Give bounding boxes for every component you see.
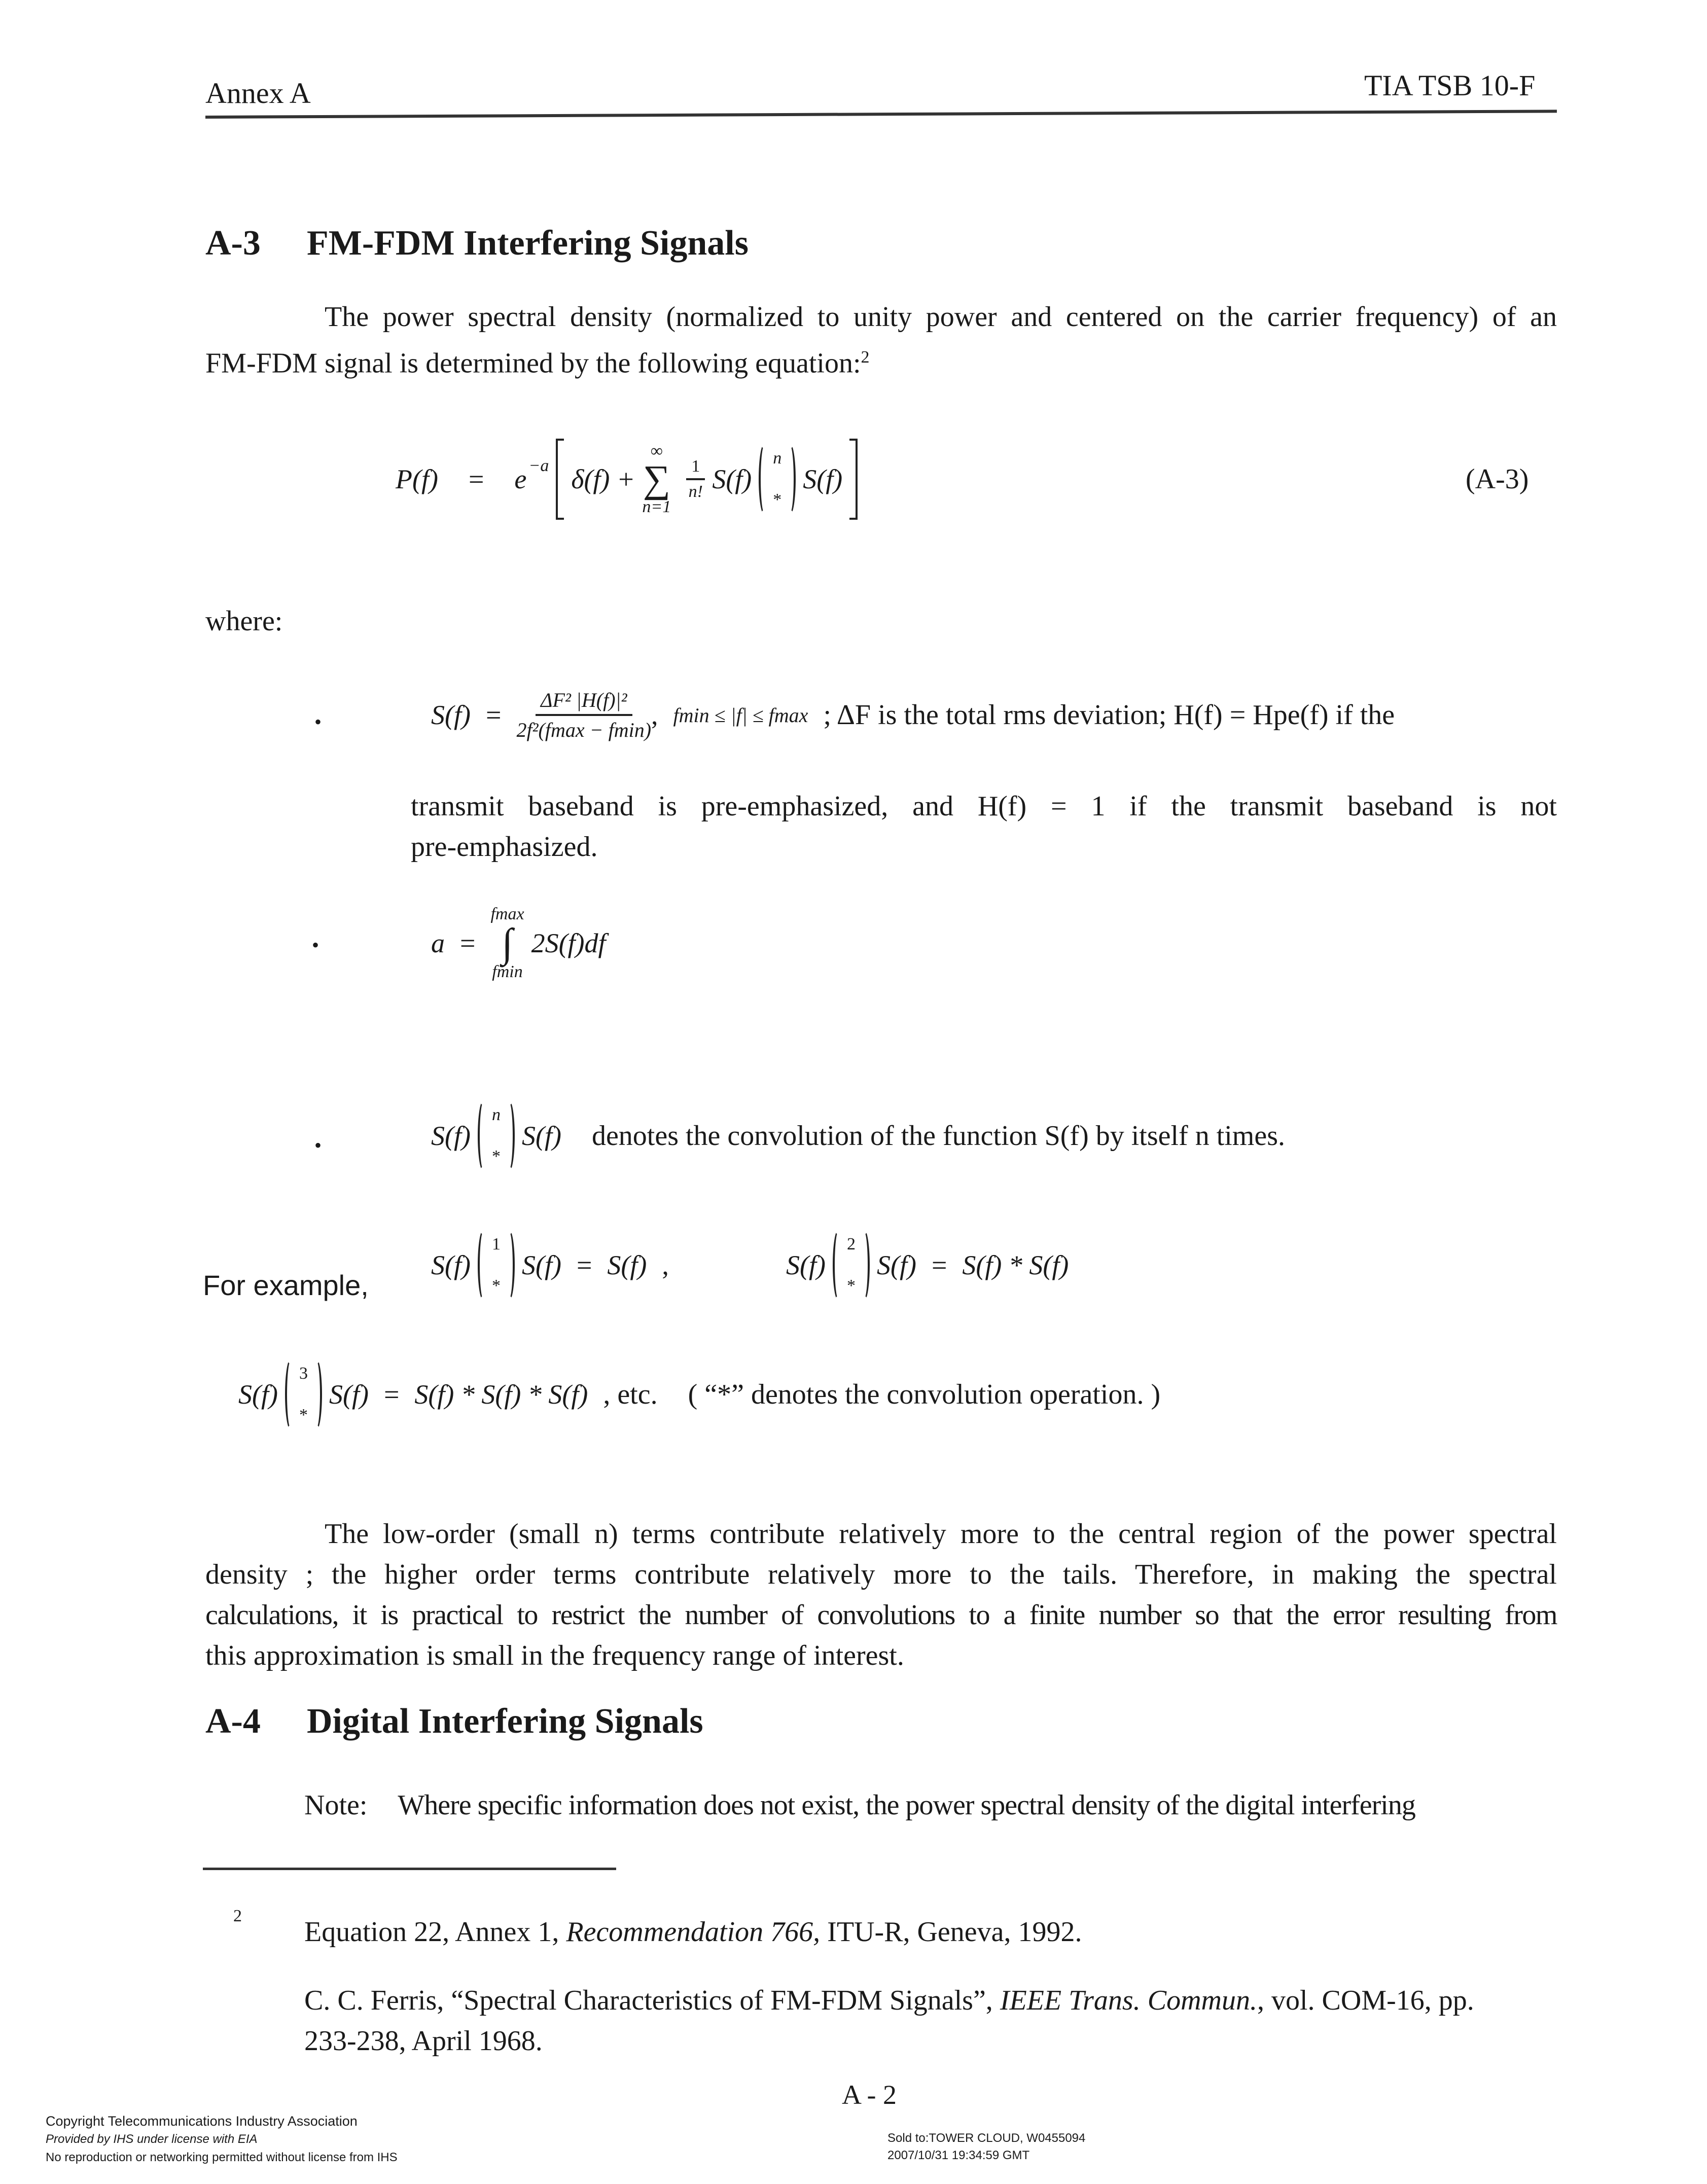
ex1-s1: S(f)	[431, 1250, 471, 1280]
eq-conv	[759, 444, 796, 515]
b3-left-paren	[478, 1100, 489, 1171]
eq-label: (A-3)	[1466, 463, 1529, 495]
eq-exp-power: −a	[528, 456, 549, 475]
bullet-1-marker: •	[314, 710, 322, 733]
ex1-conv	[478, 1230, 515, 1301]
eq-conv-top: n	[773, 449, 782, 468]
note-row	[304, 1785, 1415, 1825]
ex1-eq: =	[576, 1250, 592, 1280]
eq-left-bracket	[556, 439, 564, 520]
intro-line-2	[205, 337, 1557, 384]
ref2-italic: IEEE Trans. Commun.	[1000, 1985, 1257, 2016]
ref1-italic: Recommendation 766,	[566, 1916, 821, 1948]
note-text: Where specific information does not exist, the power spectral density of the digital interfering	[398, 1789, 1415, 1821]
ex1-rhs: S(f)	[607, 1250, 647, 1280]
eq-sum-lower: n=1	[642, 497, 671, 516]
para-line-4: this approximation is small in the frequency range of interest.	[205, 1640, 904, 1671]
example-2	[786, 1227, 1069, 1303]
b1-text-line-1: ; ΔF is the total rms deviation; H(f) = Hpe(f) if the	[823, 699, 1395, 731]
low-order-paragraph	[205, 1514, 1557, 1676]
ex3-left-paren	[285, 1359, 296, 1430]
b1-text-line-2: transmit baseband is pre-emphasized, and H(f) = 1 if the transmit baseband is not	[411, 791, 1557, 822]
ref2-line-1	[304, 1980, 1474, 2021]
b3-s2: S(f)	[521, 1121, 561, 1151]
b1-den: 2f²(fmax − fmin)	[516, 719, 652, 741]
ex2-bottom: *	[846, 1276, 856, 1295]
footnote-number: 2	[233, 1907, 242, 1925]
ref2-post: , vol. COM-16, pp.	[1257, 1985, 1474, 2016]
intro-line-2-text: FM-FDM signal is determined by the following equation:	[205, 347, 861, 379]
ex1-sep: ,	[662, 1250, 669, 1280]
example-label: For example,	[203, 1269, 369, 1301]
ex3-rhs: S(f) * S(f) * S(f)	[414, 1379, 588, 1410]
section-a3-title: FM-FDM Interfering Signals	[307, 224, 749, 263]
eq-frac-den: n!	[688, 482, 703, 501]
ref1-post: ITU-R, Geneva, 1992.	[820, 1916, 1082, 1948]
eq-equals: =	[468, 464, 484, 494]
ex2-s1: S(f)	[786, 1250, 826, 1280]
eq-conv-left-paren	[759, 444, 770, 515]
footer-copyright: Copyright Telecommunications Industry Association	[46, 2114, 358, 2129]
header-rule	[205, 110, 1557, 119]
eq-s2: S(f)	[803, 464, 843, 494]
b3-right-paren	[504, 1100, 515, 1171]
b1-comma: ,	[651, 700, 658, 730]
b1-eq: =	[485, 700, 502, 730]
ex2-left-paren	[833, 1230, 844, 1301]
header-right: TIA TSB 10-F	[1364, 69, 1536, 102]
footer-right	[887, 2130, 1085, 2164]
footer-sold-to: Sold to:TOWER CLOUD, W0455094	[887, 2131, 1086, 2145]
b2-eq: =	[460, 928, 476, 958]
ex3-note: ( “*” denotes the convolution operation. )	[688, 1379, 1161, 1410]
footer-left	[46, 2112, 398, 2167]
b2-integral: ∫	[502, 921, 513, 965]
ex3-eq: =	[383, 1379, 400, 1410]
b1-fraction	[516, 688, 651, 742]
ex2-top: 2	[846, 1235, 856, 1254]
b3-text: denotes the convolution of the function S(f) by itself n times.	[591, 1120, 1286, 1152]
bullet-3-equation	[431, 1098, 1285, 1174]
ex1-s2: S(f)	[521, 1250, 561, 1280]
ex2-rhs: S(f) * S(f)	[962, 1250, 1069, 1280]
ex3-conv	[285, 1359, 322, 1430]
eq-right-bracket	[849, 439, 858, 520]
b2-lower: fmin	[492, 962, 523, 981]
b2-upper: fmax	[490, 905, 524, 923]
para-line-2: density ; the higher order terms contribute relatively more to the tails. Therefore, in making the spectral	[205, 1559, 1557, 1590]
ex2-right-paren	[859, 1230, 870, 1301]
section-a4-title: Digital Interfering Signals	[307, 1702, 703, 1741]
ex2-eq: =	[931, 1250, 947, 1280]
bullet-1-equation	[431, 682, 1395, 748]
ex3-s1: S(f)	[238, 1379, 278, 1410]
ex1-right-paren	[504, 1230, 515, 1301]
intro-line-1: The power spectral density (normalized to unity power and centered on the carrier frequency) of an	[325, 301, 1557, 333]
b1-lhs: S(f)	[431, 700, 471, 730]
eq-conv-right-paren	[785, 444, 796, 515]
note-label: Note:	[304, 1789, 368, 1821]
ex1-top: 1	[491, 1235, 501, 1254]
ref2-pre: C. C. Ferris, “Spectral Characteristics of FM-FDM Signals”,	[304, 1985, 1000, 2016]
ex1-left-paren	[478, 1230, 489, 1301]
b1-text-line-3: pre-emphasized.	[411, 831, 598, 863]
eq-conv-bottom: *	[773, 490, 782, 509]
page-number: A - 2	[842, 2080, 897, 2110]
example-1	[431, 1227, 669, 1303]
b3-s1: S(f)	[431, 1121, 471, 1151]
intro-paragraph	[205, 297, 1557, 384]
section-a4-number: A-4	[205, 1702, 261, 1741]
eq-exp-base: e	[514, 464, 527, 494]
example-3	[238, 1356, 1160, 1433]
bullet-2-equation	[431, 892, 606, 994]
b1-range: fmin ≤ |f| ≤ fmax	[673, 703, 808, 727]
eq-frac	[686, 457, 705, 502]
eq-lhs: P(f)	[396, 464, 438, 494]
ex3-top: 3	[299, 1364, 308, 1383]
ex3-etc: , etc.	[603, 1379, 658, 1410]
ex3-bottom: *	[299, 1406, 308, 1424]
para-line-1: The low-order (small n) terms contribute relatively more to the central region of the power spectral	[325, 1518, 1557, 1550]
bullet-2-marker: •	[312, 934, 319, 956]
para-line-3: calculations, it is practical to restrict the number of convolutions to a finite number so that the error resulting from	[205, 1599, 1557, 1631]
ref1-pre: Equation 22, Annex 1,	[304, 1916, 566, 1948]
bullet-3-marker: •	[314, 1134, 322, 1157]
eq-delta: δ(f) +	[571, 464, 635, 494]
footer-timestamp: 2007/10/31 19:34:59 GMT	[887, 2149, 1030, 2162]
footer-no-repro: No reproduction or networking permitted without license from IHS	[46, 2151, 398, 2164]
b3-bottom: *	[491, 1147, 501, 1166]
eq-s1: S(f)	[712, 464, 752, 494]
footnote-rule	[203, 1868, 616, 1870]
b2-integral-block	[490, 906, 524, 981]
eq-sum-upper: ∞	[650, 442, 663, 460]
ex3-s2: S(f)	[329, 1379, 369, 1410]
b2-lhs: a	[431, 928, 445, 958]
where-label: where:	[205, 605, 283, 637]
b3-conv	[478, 1100, 515, 1171]
footnote-ref-1	[304, 1912, 1082, 1952]
ex2-conv	[833, 1230, 870, 1301]
eq-frac-num: 1	[686, 457, 705, 480]
eq-sum	[642, 443, 671, 516]
header-left: Annex A	[205, 77, 311, 110]
ex3-right-paren	[311, 1359, 322, 1430]
ex2-s2: S(f)	[876, 1250, 916, 1280]
eq-sum-symbol: ∑	[643, 458, 670, 500]
b2-integrand: 2S(f)df	[531, 928, 606, 958]
equation-a3	[396, 436, 858, 522]
ref2-line-2: 233-238, April 1968.	[304, 2025, 543, 2057]
footnote-ref: 2	[861, 348, 870, 367]
b3-top: n	[491, 1105, 501, 1124]
footer-provided: Provided by IHS under license with EIA	[46, 2132, 258, 2146]
footnote-ref-2	[304, 1980, 1474, 2061]
b1-num: ΔF² |H(f)|²	[536, 688, 632, 716]
ex1-bottom: *	[491, 1276, 501, 1295]
section-a3-number: A-3	[205, 224, 261, 263]
